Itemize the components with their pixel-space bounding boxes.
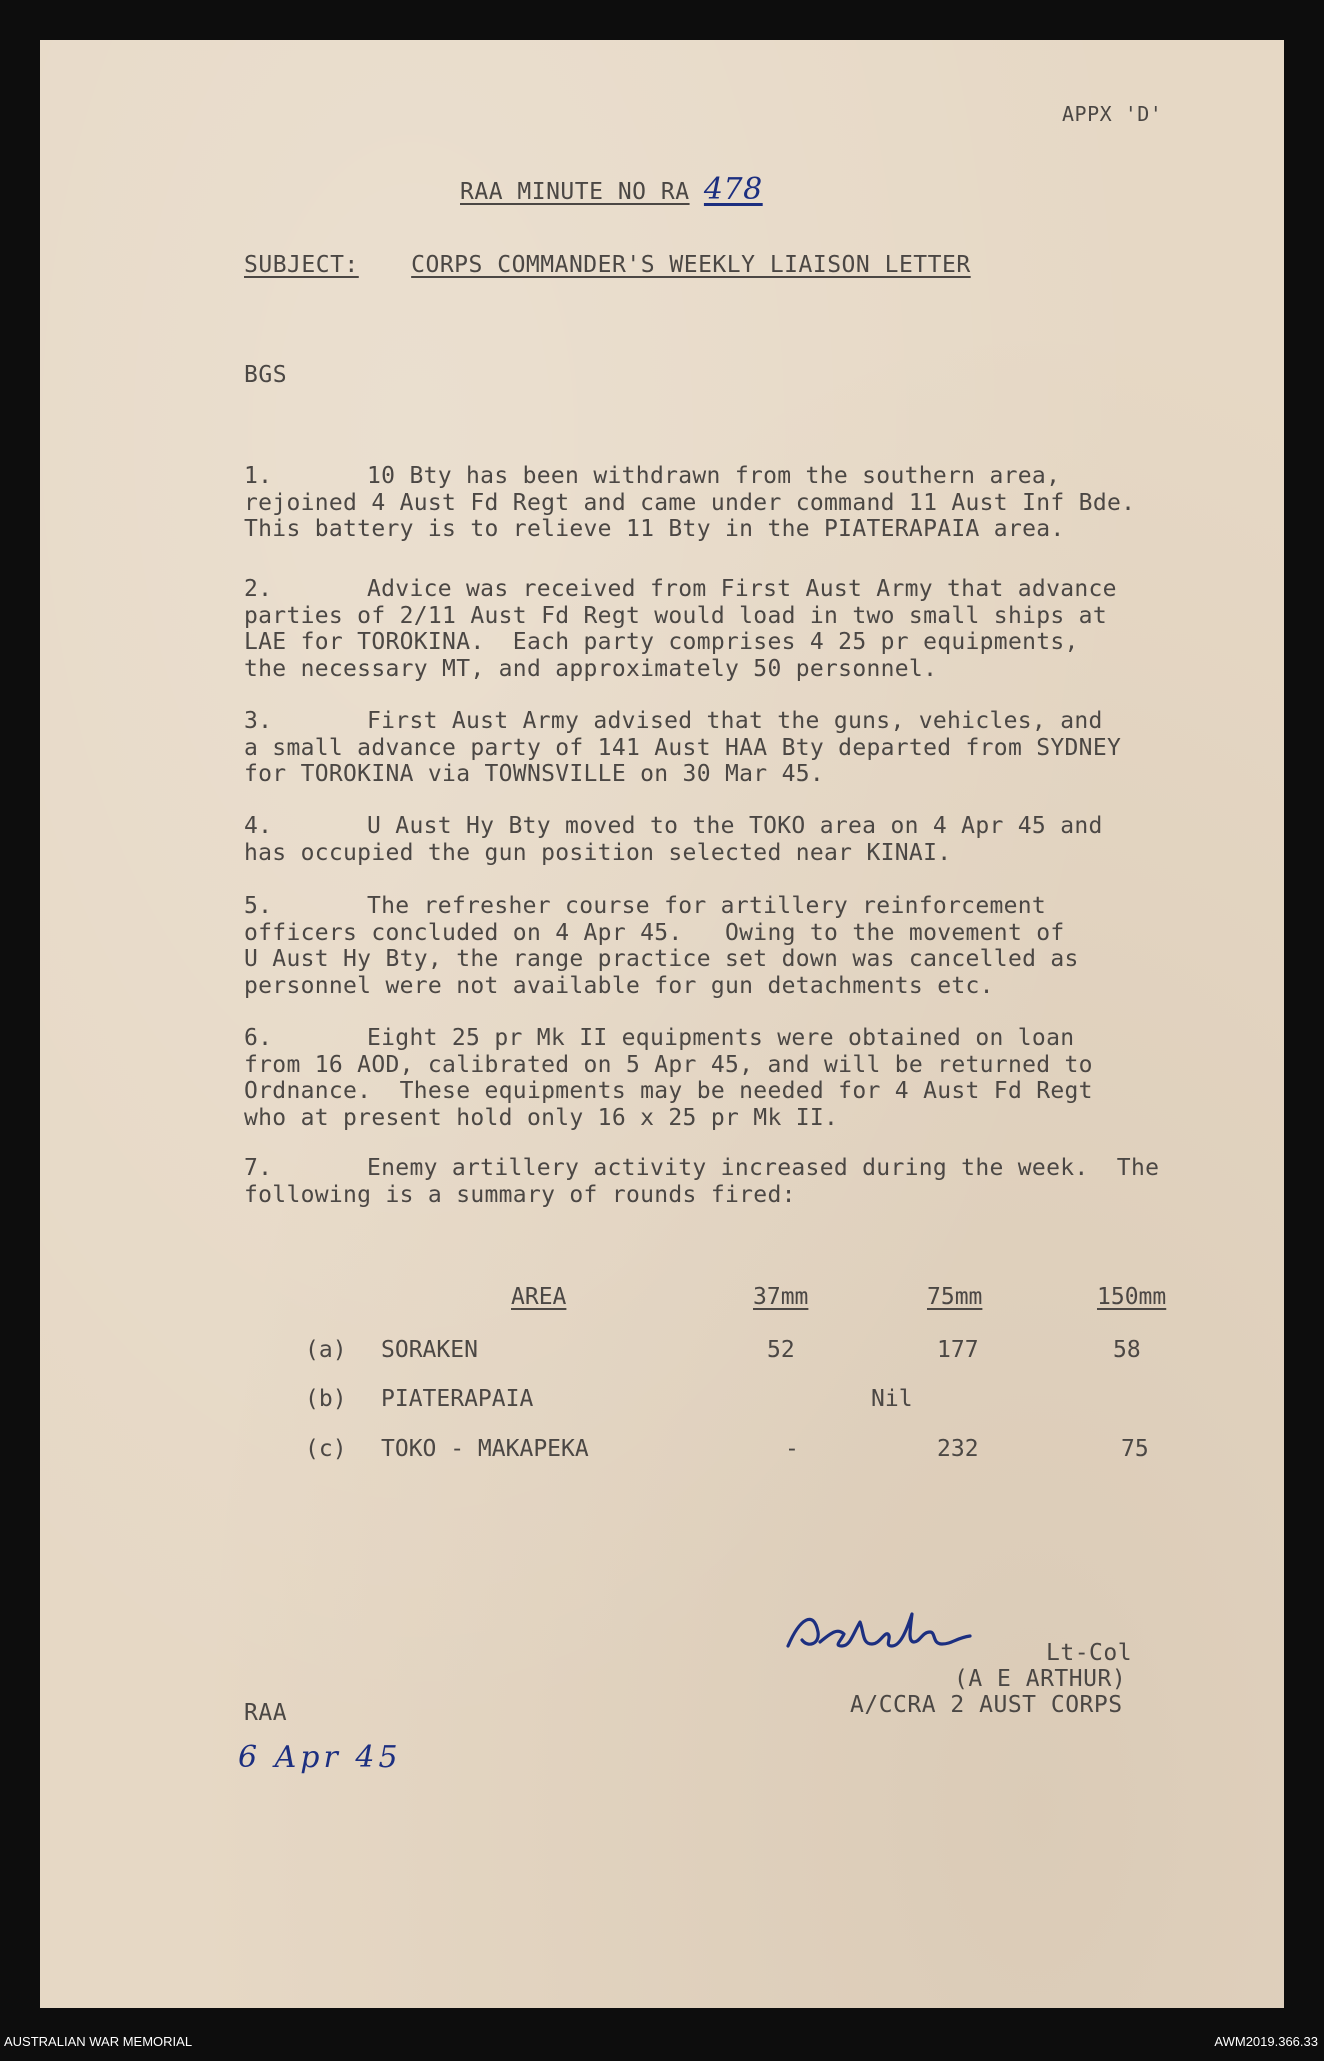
paragraph-number: 6. [244, 1025, 273, 1051]
row-area: SORAKEN [381, 1337, 478, 1363]
table-header [305, 1284, 1205, 1314]
paragraph-line: from 16 AOD, calibrated on 5 Apr 45, and will be returned to [244, 1051, 1093, 1078]
table-row [305, 1337, 1205, 1367]
row-75mm: Nil [871, 1386, 913, 1412]
paragraph-line: U Aust Hy Bty, the range practice set down was cancelled as [244, 946, 1079, 972]
paragraph-line: The refresher course for artillery reinforcement [367, 893, 1047, 919]
row-label: (a) [305, 1337, 347, 1363]
paragraph-line: rejoined 4 Aust Fd Regt and came under command 11 Aust Inf Bde. [244, 489, 1136, 516]
header-area: AREA [511, 1284, 567, 1310]
paragraph-4 [244, 813, 1234, 866]
row-area: TOKO - MAKAPEKA [381, 1436, 589, 1462]
paragraph-7 [244, 1155, 1234, 1208]
paragraph-line: following is a summary of rounds fired: [244, 1181, 796, 1208]
paragraph-number: 3. [244, 708, 273, 734]
table-row [305, 1436, 1205, 1466]
paragraph-line: personnel were not available for gun detachments etc. [244, 972, 994, 999]
paragraph-line: First Aust Army advised that the guns, vehicles, and [367, 708, 1103, 734]
paragraph-line: officers concluded on 4 Apr 45. Owing to the movement of [244, 919, 1065, 946]
signature [780, 1602, 1050, 1662]
signatory-title: A/CCRA 2 AUST CORPS [850, 1692, 1123, 1718]
paragraph-line: parties of 2/11 Aust Fd Regt would load in two small ships at [244, 602, 1107, 629]
paragraph-line: a small advance party of 141 Aust HAA Bty departed from SYDNEY [244, 734, 1122, 761]
paragraph-line: Eight 25 pr Mk II equipments were obtained on loan [367, 1025, 1075, 1051]
header-37mm: 37mm [753, 1284, 809, 1310]
paragraph-line: LAE for TOROKINA. Each party comprises 4 25 pr equipments, [244, 629, 1079, 655]
row-75mm: 232 [937, 1436, 979, 1462]
handwritten-date: 6 Apr 45 [238, 1740, 402, 1775]
origin-label: RAA [244, 1700, 288, 1726]
paragraph-1 [244, 463, 1234, 543]
row-label: (b) [305, 1386, 347, 1412]
minute-number: 478 [703, 172, 763, 207]
paragraph-2 [244, 576, 1234, 682]
row-150mm: 58 [1113, 1337, 1141, 1363]
table-row [305, 1386, 1205, 1416]
paragraph-number: 5. [244, 893, 273, 919]
paragraph-line: Ordnance. These equipments may be needed for 4 Aust Fd Regt [244, 1078, 1093, 1104]
appendix-label: APPX 'D' [1062, 102, 1163, 126]
signatory-name: (A E ARTHUR) [954, 1666, 1127, 1692]
paragraph-line: Advice was received from First Aust Army that advance [367, 576, 1117, 602]
paragraph-3 [244, 708, 1234, 788]
paragraph-line: for TOROKINA via TOWNSVILLE on 30 Mar 45. [244, 761, 825, 787]
paragraph-line: the necessary MT, and approximately 50 personnel. [244, 655, 938, 682]
paragraph-number: 2. [244, 576, 273, 602]
footer-archive-name: AUSTRALIAN WAR MEMORIAL [4, 2034, 193, 2049]
subject-text: CORPS COMMANDER'S WEEKLY LIAISON LETTER [411, 252, 971, 278]
subject-label: SUBJECT: [244, 252, 359, 278]
minute-label: RAA MINUTE NO RA [460, 179, 690, 205]
row-75mm: 177 [937, 1337, 979, 1363]
paragraph-number: 7. [244, 1155, 273, 1181]
addressee: BGS [244, 362, 288, 388]
footer-accession-number: AWM2019.366.33 [1214, 2034, 1318, 2049]
signatory-rank: Lt-Col [1046, 1640, 1133, 1666]
row-label: (c) [305, 1436, 347, 1462]
paragraph-number: 1. [244, 463, 273, 489]
header-75mm: 75mm [927, 1284, 983, 1310]
paragraph-line: Enemy artillery activity increased during the week. The [367, 1155, 1160, 1181]
row-area: PIATERAPAIA [381, 1386, 534, 1412]
header-150mm: 150mm [1097, 1284, 1167, 1310]
paragraph-6 [244, 1025, 1234, 1131]
minute-title [460, 172, 763, 207]
row-37mm: 52 [767, 1337, 795, 1363]
row-150mm: 75 [1121, 1436, 1149, 1462]
paragraph-number: 4. [244, 813, 273, 839]
row-37mm: - [785, 1436, 799, 1462]
paragraph-line: 10 Bty has been withdrawn from the southern area, [367, 463, 1061, 489]
subject-line [244, 252, 971, 278]
paragraph-line: This battery is to relieve 11 Bty in the PIATERAPAIA area. [244, 516, 1065, 542]
paragraph-5 [244, 893, 1234, 999]
paragraph-line: has occupied the gun position selected near KINAI. [244, 839, 952, 866]
paragraph-line: U Aust Hy Bty moved to the TOKO area on 4 Apr 45 and [367, 813, 1103, 839]
paragraph-line: who at present hold only 16 x 25 pr Mk II. [244, 1104, 839, 1131]
document-page [40, 40, 1284, 2008]
